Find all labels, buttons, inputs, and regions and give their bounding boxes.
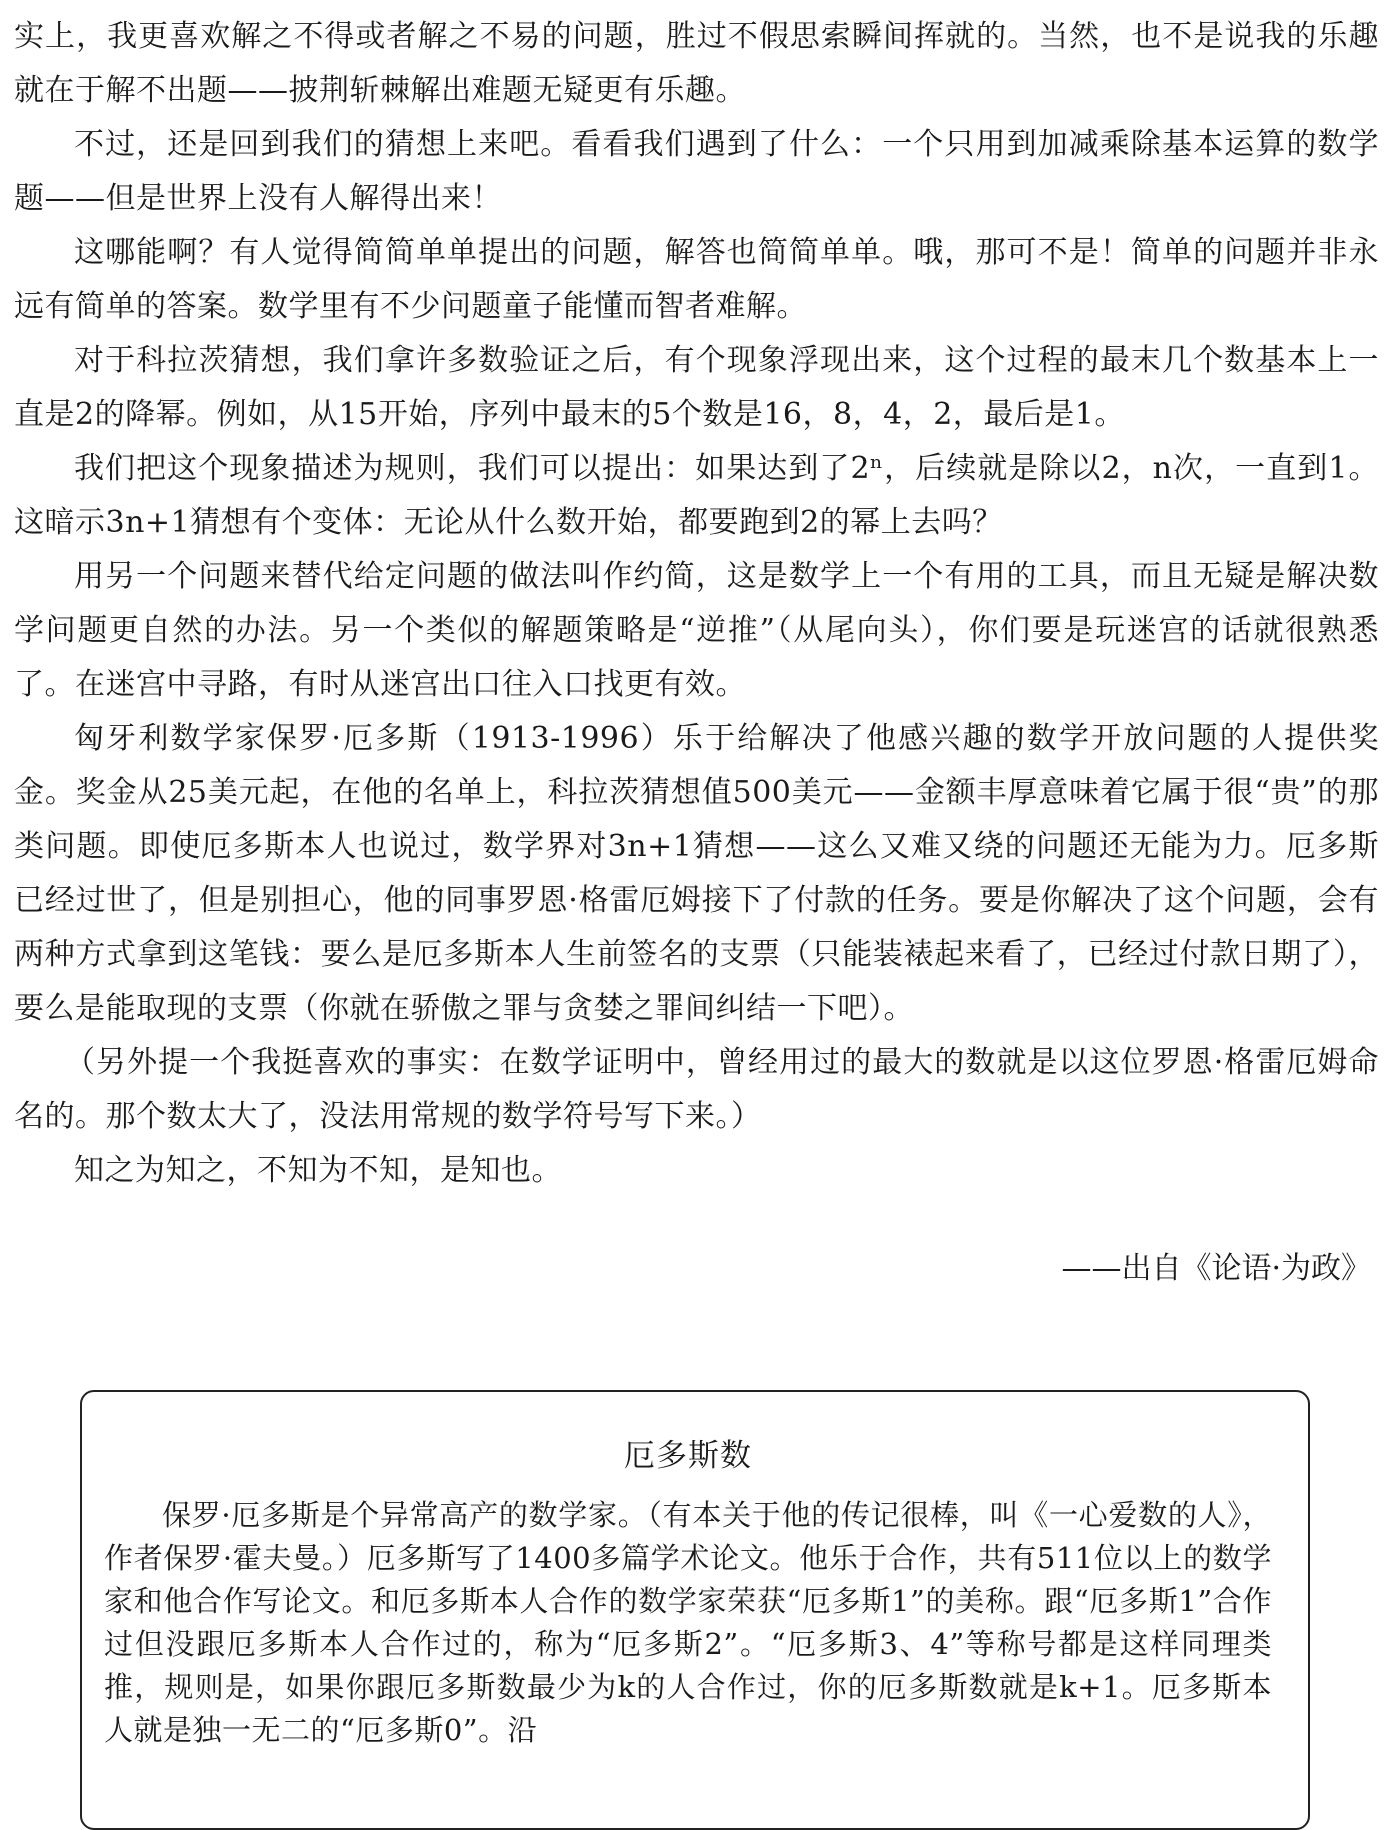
sidebar-box-erdos-number: [80, 1390, 1310, 1830]
paragraph-4: 对于科拉茨猜想，我们拿许多数验证之后，有个现象浮现出来，这个过程的最末几个数基本上一直是2的降幂。例如，从15开始，序列中最末的5个数是16，8，4，2，最后是1。: [14, 343, 1379, 432]
box-title: 厄多斯数: [624, 1438, 752, 1474]
paragraph-7: 匈牙利数学家保罗·厄多斯（1913-1996）乐于给解决了他感兴趣的数学开放问题的人提供奖金。奖金从25美元起，在他的名单上，科拉茨猜想值500美元——金额丰厚意味着它属于很“贵”的那类问题。即使厄多斯本人也说过，数学界对3n+1猜想——这么又难又绕的问题还无能为力。厄多斯已经过世了，但是别担心，他的同事罗恩·格雷厄姆接下了付款的任务。要是你解决了这个问题，会有两种方式拿到这笔钱：要么是厄多斯本人生前签名的支票（只能装裱起来看了，已经过付款日期了），要么是能取现的支票（你就在骄傲之罪与贪婪之罪间纠结一下吧）。: [14, 721, 1379, 1026]
box-text: 保罗·厄多斯是个异常高产的数学家。（有本关于他的传记很棒，叫《一心爱数的人》，作者保罗·霍夫曼。）厄多斯写了1400多篇学术论文。他乐于合作，共有511位以上的数学家和他合作写论文。和厄多斯本人合作的数学家荣获“厄多斯1”的美称。跟“厄多斯1”合作过但没跟厄多斯本人合作过的，称为“厄多斯2”。“厄多斯3、4”等称号都是这样同理类推，规则是，如果你跟厄多斯数最少为k的人合作过，你的厄多斯数就是k+1。厄多斯本人就是独一无二的“厄多斯0”。沿: [104, 1498, 1272, 1747]
quote-source: ——出自《论语·为政》: [1061, 1251, 1371, 1286]
paragraph-2: 不过，还是回到我们的猜想上来吧。看看我们遇到了什么：一个只用到加减乘除基本运算的数学题——但是世界上没有人解得出来！: [14, 127, 1379, 216]
paragraph-3: 这哪能啊？有人觉得简简单单提出的问题，解答也简简单单。哦，那可不是！简单的问题并非永远有简单的答案。数学里有不少问题童子能懂而智者难解。: [14, 235, 1379, 324]
paragraph-note: （另外提一个我挺喜欢的事实：在数学证明中，曾经用过的最大的数就是以这位罗恩·格雷厄姆命名的。那个数太大了，没法用常规的数学符号写下来。）: [14, 1045, 1379, 1134]
paragraph-6: 用另一个问题来替代给定问题的做法叫作约简，这是数学上一个有用的工具，而且无疑是解决数学问题更自然的办法。另一个类似的解题策略是“逆推”（从尾向头），你们要是玩迷宫的话就很熟悉了。在迷宫中寻路，有时从迷宫出口往入口找更有效。: [14, 559, 1379, 702]
paragraph-1: 实上，我更喜欢解之不得或者解之不易的问题，胜过不假思索瞬间挥就的。当然，也不是说我的乐趣就在于解不出题——披荆斩棘解出难题无疑更有乐趣。: [14, 19, 1379, 108]
page-body: [14, 10, 1379, 1296]
quote-line: 知之为知之，不知为不知，是知也。: [74, 1153, 562, 1188]
paragraph-5: 我们把这个现象描述为规则，我们可以提出：如果达到了2ⁿ，后续就是除以2，n次，一直到1。这暗示3n+1猜想有个变体：无论从什么数开始，都要跑到2的幂上去吗？: [14, 451, 1379, 540]
